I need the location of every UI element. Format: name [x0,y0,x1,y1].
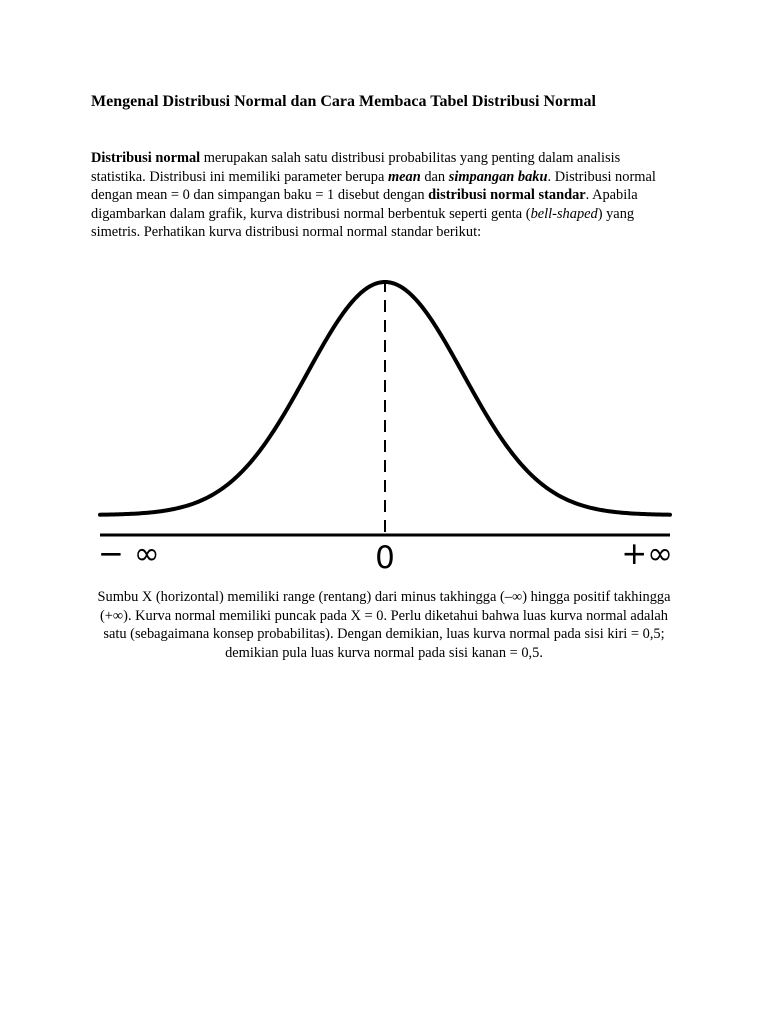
bell-curve [100,282,670,515]
intro-text-4: . Apabila digambarkan dalam grafik, kurva distribusi normal berbentuk seperti genta ( [91,187,638,222]
term-mean: mean [387,168,421,185]
label-zero: 0 [375,540,395,576]
document-title: Mengenal Distribusi Normal dan Cara Membaca Tabel Distribusi Normal [91,93,596,110]
normal-distribution-figure [95,272,675,577]
term-simpangan-baku: simpangan baku [448,168,548,185]
intro-paragraph [91,149,666,242]
intro-text-2: dan [420,168,449,185]
figure-caption: Sumbu X (horizontal) memiliki range (rentang) dari minus takhingga (–∞) hingga positif takhingga (+∞). Kurva normal memiliki puncak pada X = 0. Perlu diketahui bahwa luas kurva normal adalah satu (sebagaimana konsep probabilitas). Dengan demikian, luas kurva normal pada sisi kiri = 0,5; demikian pula luas kurva normal pada sisi kanan = 0,5. [97,589,671,661]
intro-text-5: ) yang simetris. Perhatikan kurva distribusi normal normal standar berikut: [91,205,635,240]
intro-text-3: . Distribusi normal dengan mean = 0 dan simpangan baku = 1 disebut dengan [91,168,656,203]
term-bell-shaped: bell-shaped [530,205,598,222]
label-plus-infinity: +∞ [621,536,673,572]
normal-curve-diagram [95,272,675,577]
term-distribusi-normal: Distribusi normal [91,150,201,166]
intro-text-1: merupakan salah satu distribusi probabilitas yang penting dalam analisis statistika. Distribusi ini memiliki parameter berupa [91,150,621,185]
label-minus-infinity: − ∞ [98,536,160,572]
term-distribusi-normal-standar: distribusi normal standar [428,187,586,203]
